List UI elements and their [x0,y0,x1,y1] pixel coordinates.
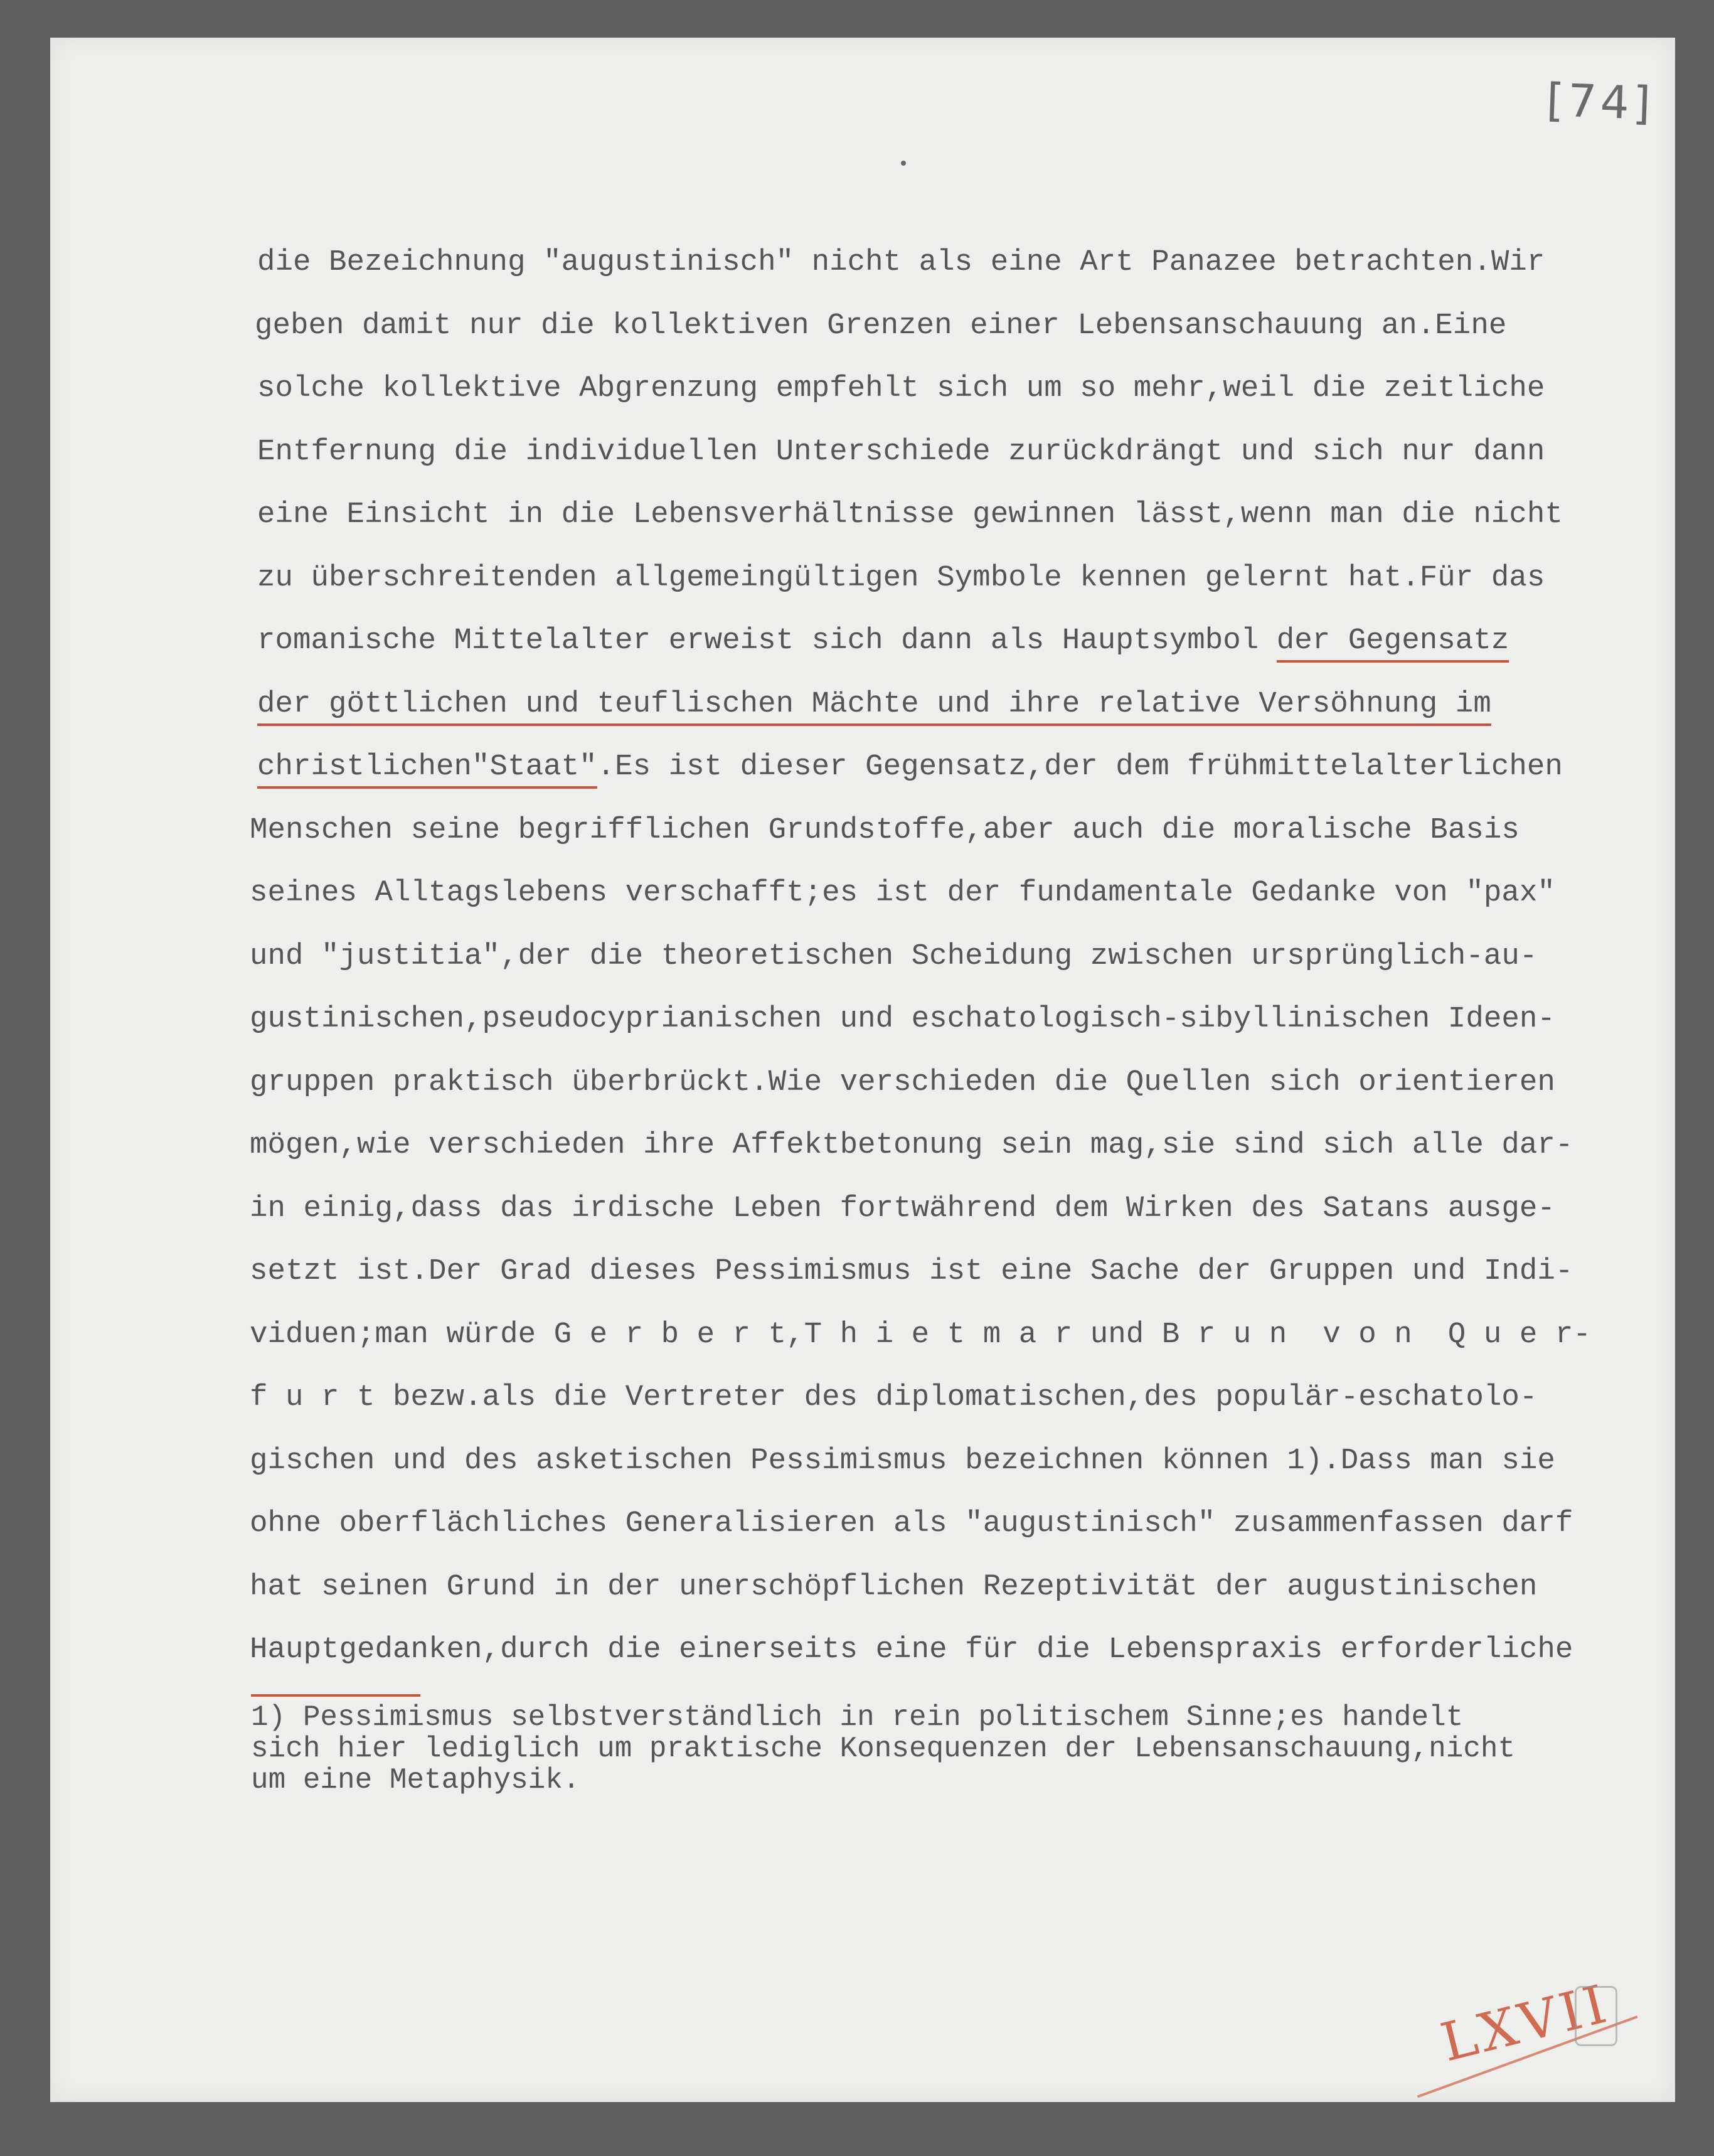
page-number: [74] [1545,73,1656,130]
body-text [250,231,1663,1682]
footnote [251,1702,1656,1796]
underlined-text: christlichen"Staat" [257,750,597,789]
text-line: Menschen seine begrifflichen Grundstoffe,aber auch die moralische Basis [250,813,1520,847]
text-line: eine Einsicht in die Lebensverhältnisse gewinnen lässt,wenn man die nicht [257,498,1563,531]
text-line: viduen;man würde G e r b e r t,T h i e t m a r und B r u n v o n Q u e r- [250,1317,1591,1352]
footnote-line: sich hier lediglich um praktische Konsequenzen der Lebensanschauung,nicht [251,1732,1516,1765]
text-segment: .Es ist dieser Gegensatz,der dem frühmittelalterlichen [597,750,1563,784]
text-line-underlined [257,609,1663,673]
text-line: seines Alltagslebens verschafft;es ist der fundamentale Gedanke von "pax" [250,876,1555,910]
text-line: gruppen praktisch überbrückt.Wie verschieden die Quellen sich orientieren [250,1065,1555,1099]
text-line: zu überschreitenden allgemeingültigen Symbole kennen gelernt hat.Für das [257,560,1545,595]
text-line-underlined [257,673,1663,736]
text-line: Hauptgedanken,durch die einerseits eine für die Lebenspraxis erforderliche [250,1633,1573,1667]
text-line: mögen,wie verschieden ihre Affektbetonung sein mag,sie sind sich alle dar- [250,1128,1573,1162]
text-segment: romanische Mittelalter erweist sich dann als Hauptsymbol [257,624,1277,658]
text-line: solche kollektive Abgrenzung empfehlt sich um so mehr,weil die zeitliche [257,371,1545,405]
text-line: f u r t bezw.als die Vertreter des diplomatischen,des populär-eschatolo- [250,1380,1538,1414]
footnote-line: 1) Pessimismus selbstverständlich in rein politischem Sinne;es handelt [251,1701,1464,1734]
text-line: gischen und des asketischen Pessimismus bezeichnen können 1).Dass man sie [250,1443,1555,1478]
stamp-icon [1575,1986,1617,2046]
text-line: hat seinen Grund in der unerschöpflichen Rezeptivität der augustinischen [250,1569,1538,1604]
archive-mark: LXVII [1435,1972,1616,2074]
ink-dot [901,161,906,166]
text-line: in einig,dass das irdische Leben fortwährend dem Wirken des Satans ausge- [250,1191,1555,1225]
underlined-text: der Gegensatz [1277,624,1509,663]
text-line: geben damit nur die kollektiven Grenzen einer Lebensanschauung an.Eine [255,308,1507,343]
text-line: und "justitia",der die theoretischen Scheidung zwischen ursprünglich-au- [250,939,1538,973]
text-line: ohne oberflächliches Generalisieren als "augustinisch" zusammenfassen darf [250,1507,1573,1540]
footnote-rule [251,1694,420,1697]
underlined-text: der göttlichen und teuflischen Mächte und ihre relative Versöhnung im [257,687,1491,726]
text-line: Entfernung die individuellen Unterschiede zurückdrängt und sich nur dann [257,434,1545,469]
text-line: gustinischen,pseudocyprianischen und eschatologisch-sibyllinischen Ideen- [250,1002,1555,1036]
text-line-underlined [257,735,1663,799]
text-line: die Bezeichnung "augustinisch" nicht als eine Art Panazee betrachten.Wir [257,245,1545,279]
text-line: setzt ist.Der Grad dieses Pessimismus ist eine Sache der Gruppen und Indi- [250,1254,1573,1288]
footnote-line: um eine Metaphysik. [251,1764,580,1796]
